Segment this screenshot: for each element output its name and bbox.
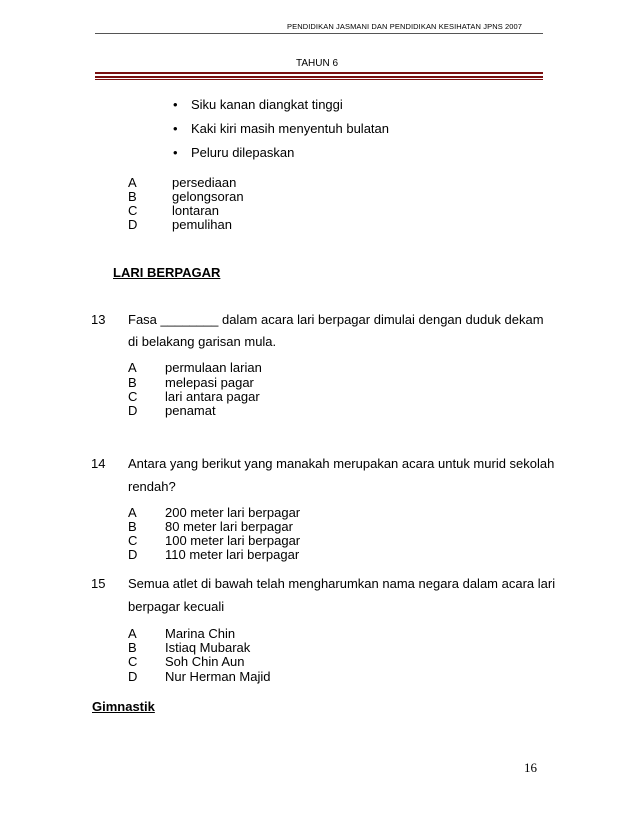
section-heading-lari-berpagar: LARI BERPAGAR xyxy=(113,265,221,280)
page-number: 16 xyxy=(524,760,537,775)
option-letter: A xyxy=(128,175,137,190)
option-letter: D xyxy=(128,403,138,418)
option-text: melepasi pagar xyxy=(165,375,254,390)
bullet-item: • Kaki kiri masih menyentuh bulatan xyxy=(191,121,389,136)
option-text: Istiaq Mubarak xyxy=(165,640,251,655)
option-letter: C xyxy=(128,533,138,548)
option-text: 200 meter lari berpagar xyxy=(165,505,301,520)
question-text: Fasa ________ dalam acara lari berpagar dimulai dengan duduk dekam xyxy=(128,312,544,327)
option-text: Marina Chin xyxy=(165,626,236,641)
option-letter: B xyxy=(128,519,137,534)
option-text: Soh Chin Aun xyxy=(165,654,245,669)
option-letter: A xyxy=(128,626,137,641)
bullet-item: • Siku kanan diangkat tinggi xyxy=(191,97,343,112)
option-text: permulaan larian xyxy=(165,360,262,375)
question-text: di belakang garisan mula. xyxy=(128,334,277,349)
question-text: Semua atlet di bawah telah mengharumkan nama negara dalam acara lari xyxy=(128,576,556,591)
option-letter: D xyxy=(128,217,138,232)
option-text: 110 meter lari berpagar xyxy=(165,547,300,562)
option-text: 80 meter lari berpagar xyxy=(165,519,293,534)
option-letter: C xyxy=(128,654,138,669)
question-number: 14 xyxy=(91,456,106,471)
option-text: 100 meter lari berpagar xyxy=(165,533,301,548)
option-letter: B xyxy=(128,640,137,655)
header-rule xyxy=(95,33,543,34)
option-text: penamat xyxy=(165,403,216,418)
question-text: Antara yang berikut yang manakah merupakan acara untuk murid sekolah xyxy=(128,456,555,471)
option-letter: A xyxy=(128,505,137,520)
question-text: rendah? xyxy=(128,479,176,494)
section-heading-gimnastik: Gimnastik xyxy=(92,699,155,714)
option-letter: C xyxy=(128,389,138,404)
option-text: gelongsoran xyxy=(172,189,244,204)
option-letter: D xyxy=(128,669,138,684)
header-subtitle: TAHUN 6 xyxy=(296,58,339,69)
question-number: 13 xyxy=(91,312,106,327)
option-letter: A xyxy=(128,360,137,375)
option-text: persediaan xyxy=(172,175,237,190)
option-text: pemulihan xyxy=(172,217,232,232)
option-text: lari antara pagar xyxy=(165,389,260,404)
question-number: 15 xyxy=(91,576,106,591)
option-text: lontaran xyxy=(172,203,219,218)
option-letter: C xyxy=(128,203,138,218)
question-text: berpagar kecuali xyxy=(128,599,225,614)
option-text: Nur Herman Majid xyxy=(165,669,271,684)
option-letter: D xyxy=(128,547,138,562)
header-band xyxy=(95,72,543,80)
header-title: PENDIDIKAN JASMANI DAN PENDIDIKAN KESIHATAN JPNS 2007 xyxy=(287,22,523,31)
bullet-item: • Peluru dilepaskan xyxy=(191,145,294,160)
option-letter: B xyxy=(128,189,137,204)
option-letter: B xyxy=(128,375,137,390)
